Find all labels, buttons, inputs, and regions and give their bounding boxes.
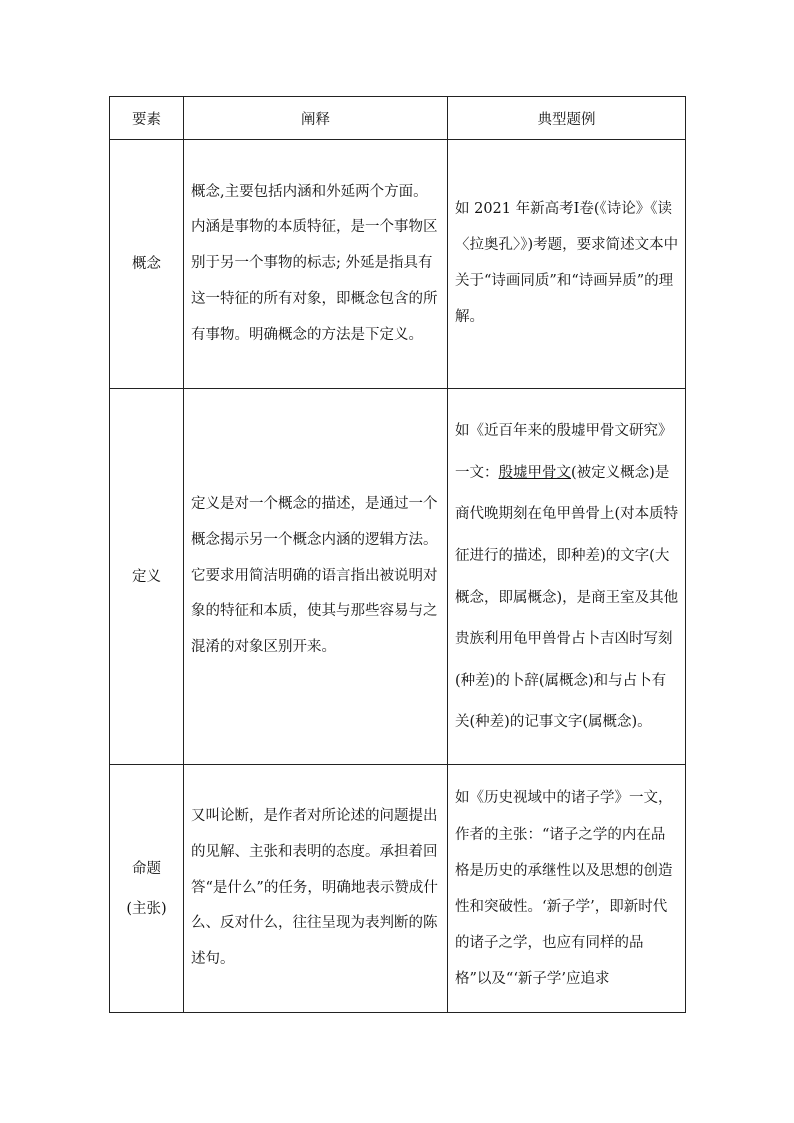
row-element <box>110 765 184 1013</box>
element-line-1: 命题 <box>132 860 161 877</box>
example-prefix: 如《近百年来的殷墟甲骨文研究》一文： <box>455 423 673 481</box>
row-example: 如 2021 年新高考Ⅰ卷(《诗论》《读〈拉奥孔〉》)考题，要求简述文本中关于“诗画同质”和“诗画异质”的理解。 <box>448 140 686 389</box>
row-explanation: 定义是对一个概念的描述，是通过一个概念揭示另一个概念内涵的逻辑方法。它要求用简洁明确的语言指出被说明对象的特征和本质，使其与那些容易与之混淆的对象区别开来。 <box>184 389 448 765</box>
header-explanation: 阐释 <box>184 97 448 140</box>
defined-term: 殷墟甲骨文 <box>498 464 571 481</box>
row-example <box>448 389 686 765</box>
table-row <box>110 389 686 765</box>
row-example: 如《历史视域中的诸子学》一文，作者的主张：“诸子之学的内在品格是历史的承继性以及思想的创造性和突破性。‘新子学’，即新时代的诸子之学，也应有同样的品格”以及“‘新子学’应追求 <box>448 765 686 1013</box>
example-rest: (被定义概念)是商代晚期刻在龟甲兽骨上(对本质特征进行的描述，即种差)的文字(大概念，即属概念)，是商王室及其他贵族利用龟甲兽骨占卜吉凶时写刻(种差)的卜辞(属概念)和与占卜有关(种差)的记事文字(属概念)。 <box>455 464 679 731</box>
element-line-2: (主张) <box>126 900 167 917</box>
header-element: 要素 <box>110 97 184 140</box>
elements-table <box>109 96 686 1013</box>
header-example: 典型题例 <box>448 97 686 140</box>
table-row <box>110 765 686 1013</box>
row-explanation: 概念,主要包括内涵和外延两个方面。内涵是事物的本质特征，是一个事物区别于另一个事物的标志; 外延是指具有这一特征的所有对象，即概念包含的所有事物。明确概念的方法是下定义。 <box>184 140 448 389</box>
row-element: 概念 <box>110 140 184 389</box>
row-element: 定义 <box>110 389 184 765</box>
table-row <box>110 140 686 389</box>
row-explanation: 又叫论断，是作者对所论述的问题提出的见解、主张和表明的态度。承担着回答“是什么”的任务，明确地表示赞成什么、反对什么，往往呈现为表判断的陈述句。 <box>184 765 448 1013</box>
table-header-row <box>110 97 686 140</box>
